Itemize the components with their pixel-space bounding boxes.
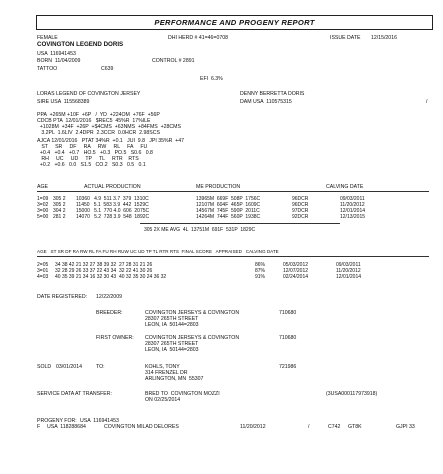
type-scores: 32 28 29 26 33 37 22 43 34 32 22 41 30 26	[55, 268, 153, 274]
type-scores: 34 38 42 21 32 27 38 39 32 27 28 31 21 26	[55, 262, 153, 268]
lact-ec: 96DCR	[292, 196, 309, 202]
buyer-line: KOHLS, TONY	[145, 364, 180, 370]
dam-name: DENNY BERRETTA DORIS	[240, 91, 305, 97]
efi: EFI 6.3%	[200, 76, 223, 82]
lact-age: 3=02	[37, 202, 49, 208]
lact-date: 12/13/2015	[340, 214, 366, 220]
breeder-line: LEON, IA 50144=2803	[145, 322, 199, 328]
date-registered: 12/22/2009	[96, 294, 122, 300]
lact-me: 14567M 745F 590P 2011C	[196, 208, 260, 214]
progeny-sex: F	[37, 424, 41, 430]
control-number: CONTROL # 2891	[152, 58, 195, 64]
first-owner-line: 28307 265TH STREET	[145, 341, 199, 347]
type-final: 87%	[255, 268, 266, 274]
type-scores: 40 35 39 21 34 16 32 30 43 40 32 35 30 24 36 32	[55, 274, 167, 280]
breeder-label: BREEDER:	[96, 310, 123, 316]
lact-actual: 14070 5.2 728 3.9 548 1892C	[76, 214, 150, 220]
divider	[37, 256, 429, 257]
issue-date-label: ISSUE DATE	[330, 35, 361, 41]
lact-header-age: AGE	[37, 184, 48, 190]
lact-header-calving: CALVING DATE	[326, 184, 364, 190]
type-age: 3=01	[37, 268, 49, 274]
progeny-tattoo: C742	[328, 424, 341, 430]
genomics-line: AJCA 12/01/2016 PTAT 34%R +0.1 JUI 9.8 JPI 35%R +47	[37, 138, 185, 144]
type-appraised: 02/24/2014	[283, 274, 309, 280]
sold-label: SOLD	[37, 364, 52, 370]
issue-date: 12/15/2016	[371, 35, 397, 41]
tattoo-value: C639	[101, 66, 114, 72]
first-owner-line: COVINGTON JERSEYS & COVINGTON	[145, 335, 240, 341]
lact-actual: 15000 5.1 770 4.0 606 2075C	[76, 208, 150, 214]
first-owner-line: LEON, IA 50144=2803	[145, 347, 199, 353]
lact-date: 09/03/2011	[340, 196, 365, 202]
first-owner-id: 710680	[279, 335, 297, 341]
type-calving: 09/03/2011	[336, 262, 361, 268]
divider	[140, 223, 340, 224]
lact-days: 305 2	[53, 202, 66, 208]
lact-me: 12107M 604F 465P 1609C	[196, 202, 261, 208]
genomics-line: 3.2PL 1.6LIV 2.4DPR 2.3CCR 0.0HCR 2.98SCS	[37, 130, 160, 136]
genomics-line: ST SR DF RA RW RL FA FU	[37, 144, 148, 150]
lact-me: 14264M 744F 560P 1938C	[196, 214, 261, 220]
buyer-line: 314 FRENZEL DR	[145, 370, 188, 376]
me-average: 305 2X ME AVG 4L 13751M 691F 531P 1829C	[144, 227, 256, 233]
genomics-line: PPA +265M +10F +6P / YD +224OM +76F +56P	[37, 112, 160, 118]
lact-age: 5=00	[37, 214, 49, 220]
lact-age: 3=00	[37, 208, 49, 214]
sex: FEMALE	[37, 35, 58, 41]
service-label: SERVICE DATA AT TRANSFER:	[37, 391, 112, 397]
type-final: 91%	[255, 274, 266, 280]
genomics-line: +1028M +34F +26P +$4CMS +63NMS +84FMS +28CMS	[37, 124, 181, 130]
breeder-line: COVINGTON JERSEYS & COVINGTON	[145, 310, 240, 316]
breeder-line: 28307 265TH STREET	[145, 316, 199, 322]
first-owner-label: FIRST OWNER:	[96, 335, 134, 341]
progeny-gjpi: GJPI 33	[396, 424, 415, 430]
tattoo-label: TATTOO	[37, 66, 58, 72]
animal-name: COVINGTON LEGEND DORIS	[37, 41, 124, 48]
date-registered-label: DATE REGISTERED:	[37, 294, 88, 300]
lact-ec: 97DCR	[292, 208, 309, 214]
report-title: PERFORMANCE AND PROGENY REPORT	[36, 15, 433, 30]
dhi-herd: DHI HERD # 41=46=0708	[168, 35, 228, 41]
progeny-code: GT8K	[348, 424, 362, 430]
progeny-reg: USA 118288684	[47, 424, 86, 430]
type-age: 2=05	[37, 262, 49, 268]
type-final: 86%	[255, 262, 266, 268]
progeny-name: COVINGTON MILAD DELORES	[104, 424, 179, 430]
divider	[37, 191, 429, 192]
breeder-id: 710680	[279, 310, 297, 316]
dam-reg: DAM USA 110575315	[240, 99, 292, 105]
lact-days: 304 2	[53, 208, 66, 214]
progeny-slash: /	[308, 424, 310, 430]
progeny-label: PROGENY FOR:	[37, 418, 77, 424]
genomics-line: +0.2 +0.6 0.0 S1.5 CO.2 S0.3 0.5 0.1	[37, 162, 146, 168]
genomics-line: RH UC UD TP TL RTR RTS	[37, 156, 139, 162]
service-line: ON 02/25/2014	[145, 397, 181, 403]
sire-name: LORAS LEGEND OF COVINGTON JERSEY	[37, 91, 141, 97]
dam-slash: /	[426, 99, 428, 105]
lact-header-me: ME PRODUCTION	[196, 184, 241, 190]
buyer-line: ARLINGTON, MN 55307	[145, 376, 204, 382]
born-date: BORN 11/04/2009	[37, 58, 81, 64]
progeny-date: 11/20/2012	[240, 424, 266, 430]
lact-days: 305 2	[53, 196, 66, 202]
progeny-for-reg: USA 116941453	[80, 418, 119, 424]
sold-date: 03/01/2014	[56, 364, 82, 370]
service-code: (3USA000117973918)	[326, 391, 378, 397]
animal-reg: USA 116941453	[37, 51, 76, 57]
type-age: 4=03	[37, 274, 49, 280]
lact-me: 13965M 669F 508P 1756C	[196, 196, 261, 202]
lact-ec: 96DCR	[292, 202, 309, 208]
buyer-id: 721986	[279, 364, 297, 370]
genomics-line: CDCB PTA 12/01/2016 $REC5 45%R 17%ILE	[37, 118, 151, 124]
sire-reg: SIRE USA 115568389	[37, 99, 90, 105]
type-appraised: 05/03/2012	[283, 262, 309, 268]
lact-date: 12/01/2014	[340, 208, 366, 214]
type-header: AGE ST SR DF RA RW RL FA FU RH RUW UC UD TP TL RTR RTS FINAL SCORE APPRAISED CALVING DATE	[37, 249, 279, 254]
lact-ec: 92DCR	[292, 214, 309, 220]
lact-age: 1=09	[37, 196, 49, 202]
type-appraised: 12/07/2012	[283, 268, 309, 274]
lact-actual: 11450 5.1 583 3.9 442 1529C	[76, 202, 149, 208]
type-calving: 12/01/2014	[336, 274, 362, 280]
to-label: TO:	[96, 364, 105, 370]
type-calving: 11/20/2012	[336, 268, 361, 274]
genomics-line: +0.4 +0.4 +0.7 HO.5 +0.3 PO.5 S0.6 0.8	[37, 150, 153, 156]
lact-actual: 10360 4.9 511 3.7 379 1310C	[76, 196, 149, 202]
lact-date: 11/20/2012	[340, 202, 365, 208]
lact-days: 281 2	[53, 214, 66, 220]
service-line: BRED TO COVINGTON MOZZI	[145, 391, 220, 397]
lact-header-actual: ACTUAL PRODUCTION	[84, 184, 141, 190]
